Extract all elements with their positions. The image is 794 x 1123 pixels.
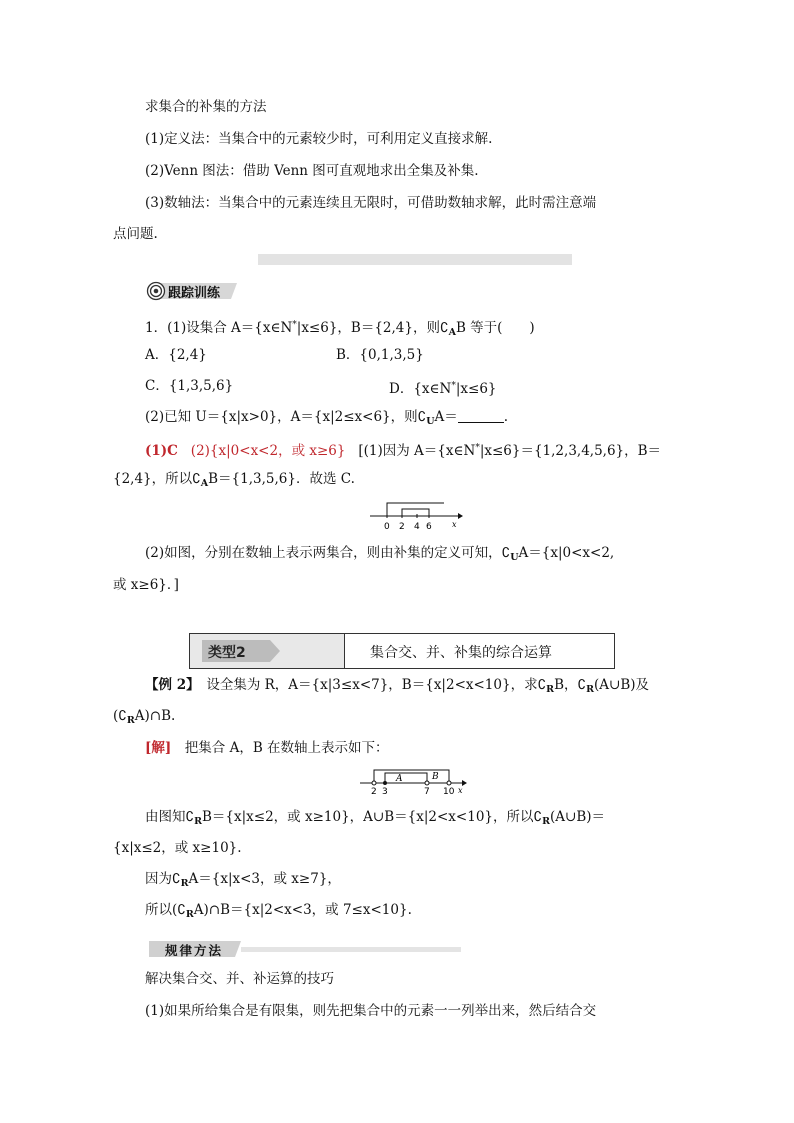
example-stem: 【例 2】 设全集为 R，A＝{x|3≤x<7}，B＝{x|2<x<10}，求$∁_RB$，$∁_R(A\cup B)$及 bbox=[145, 677, 650, 695]
nl2-tick-3: 3 bbox=[382, 787, 388, 796]
training-badge bbox=[145, 281, 241, 301]
method-heading: 求集合的补集的方法 bbox=[145, 99, 267, 115]
answer-line-1: (1)C (2){x|0<x<2，或 x≥6} [(1)因为 A＝{x∈N*|x≤6}＝{1,2,3,4,5,6}，B＝ bbox=[145, 443, 662, 459]
nl2-tick-10: 10 bbox=[443, 787, 455, 796]
solution-intro: [解] 把集合 A，B 在数轴上表示如下： bbox=[145, 740, 389, 756]
nl2-var: x bbox=[458, 786, 463, 795]
nl1-tick-2: 2 bbox=[399, 522, 405, 532]
nl1-tick-6: 6 bbox=[426, 522, 432, 532]
q1-option-d: D．{x∈N*|x≤6} bbox=[389, 381, 497, 397]
example-stem-cont: $(∁_RA)\cap B$. bbox=[113, 708, 176, 726]
technique-item-1: (1)如果所给集合是有限集，则先把集合中的元素一一列举出来，然后结合交 bbox=[145, 1003, 597, 1019]
result-line-2: {x|x≤2，或 x≥10}. bbox=[113, 840, 242, 856]
method-item-3-cont: 点问题. bbox=[113, 226, 158, 242]
nl2-tick-7: 7 bbox=[424, 787, 430, 796]
number-line-1 bbox=[368, 500, 464, 532]
method-item-1: (1)定义法：当集合中的元素较少时，可利用定义直接求解. bbox=[145, 131, 493, 147]
type-header bbox=[189, 633, 615, 669]
q1-option-c: C．{1,3,5,6} bbox=[145, 378, 234, 394]
nl1-tick-0: 0 bbox=[384, 522, 390, 532]
nl2-label-b: B bbox=[432, 772, 439, 782]
method-item-3: (3)数轴法：当集合中的元素连续且无限时，可借助数轴求解，此时需注意端 bbox=[145, 195, 597, 211]
answer-blank bbox=[458, 410, 504, 423]
section-divider bbox=[258, 254, 572, 265]
type-title: 集合交、并、补集的综合运算 bbox=[370, 645, 552, 661]
training-badge-label: 跟踪训练 bbox=[168, 286, 221, 301]
technique-heading: 解决集合交、并、补运算的技巧 bbox=[145, 971, 334, 987]
answer-line-2: {2,4}，所以$∁_AB=\{1,3,5,6\}$．故选 C. bbox=[113, 471, 355, 489]
nl1-tick-4: 4 bbox=[414, 522, 420, 532]
nl2-label-a: A bbox=[396, 774, 403, 784]
method-item-2: (2)Venn 图法：借助 Venn 图可直观地求出全集及补集. bbox=[145, 163, 479, 179]
type-tag: 类型2 bbox=[208, 645, 246, 661]
result-line-3: 因为$∁_RA=\{x|x<3$，或 x≥7}， bbox=[145, 871, 341, 889]
q1-option-a: A．{2,4} bbox=[145, 347, 207, 363]
q1-stem: 1．(1)设集合 A＝{x∈N*|x≤6}，B＝{2,4}，则$∁_AB$ 等于( ) bbox=[145, 320, 535, 338]
answer-part2-cont: 或 x≥6}．] bbox=[113, 577, 179, 593]
nl2-tick-2: 2 bbox=[371, 787, 377, 796]
method-badge-label: 规律方法 bbox=[165, 943, 224, 958]
q1-option-b: B．{0,1,3,5} bbox=[336, 347, 424, 363]
answer-part2: (2)如图，分别在数轴上表示两集合，则由补集的定义可知，$∁_UA=\{x|0<x<2$, bbox=[145, 545, 615, 563]
type-tag-area bbox=[190, 634, 345, 668]
result-line-1: 由图知$∁_RB=\{x|x\le 2$，或 x≥10}，A∪B＝{x|2<x<10}，所以$∁_R(A\cup B)=$ bbox=[145, 809, 606, 827]
q1-part2: (2)已知 U＝{x|x>0}，A＝{x|2≤x<6}，则$∁_UA=$ . bbox=[145, 409, 509, 427]
number-line-2 bbox=[358, 766, 470, 796]
method-badge bbox=[145, 938, 463, 960]
result-line-4: 所以$(∁_RA)\cap B=\{x|2<x<3$，或 7≤x<10}. bbox=[145, 902, 412, 920]
nl1-var: x bbox=[452, 520, 457, 529]
